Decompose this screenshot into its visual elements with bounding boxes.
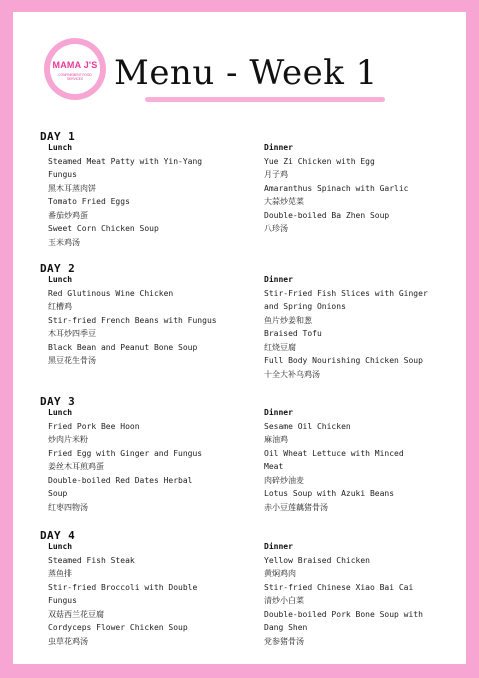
dish-line: 蒸鱼排 <box>48 569 72 578</box>
dish-line: Fried Pork Bee Hoon <box>48 421 140 431</box>
dish-line: Stir-fried Broccoli with Double <box>48 582 198 592</box>
dish-line: 黑豆花生骨汤 <box>48 356 96 365</box>
dish-line: Fungus <box>48 596 77 605</box>
lunch-heading: Lunch <box>48 275 73 284</box>
dish-line: Yue Zi Chicken with Egg <box>264 156 375 166</box>
dish-line: 姜丝木耳煎鸡蛋 <box>48 462 104 471</box>
lunch-heading: Lunch <box>48 143 73 152</box>
dinner-column <box>264 273 449 381</box>
dish-line: 红槽鸡 <box>48 302 72 311</box>
dish-line: 鱼片炒姜和葱 <box>264 315 312 325</box>
day-label: DAY 3 <box>40 395 76 408</box>
dinner-heading: Dinner <box>264 143 293 152</box>
lunch-column <box>48 141 236 249</box>
logo-badge <box>50 44 100 94</box>
dish-line: and Spring Onions <box>264 302 346 311</box>
dish-line: 番茄炒鸡蛋 <box>48 210 88 220</box>
menu-page <box>13 12 466 664</box>
dish-line: Yellow Braised Chicken <box>264 555 370 565</box>
dish-line: Red Glutinous Wine Chicken <box>48 288 174 298</box>
dish-line: Double-boiled Pork Bone Soup with <box>264 609 423 619</box>
dish-line: Tomato Fried Eggs <box>48 197 130 206</box>
dish-line: Fried Egg with Ginger and Fungus <box>48 448 203 458</box>
dish-line: Oil Wheat Lettuce with Minced <box>264 448 404 458</box>
lunch-heading: Lunch <box>48 542 73 551</box>
dish-line: 玉米鸡汤 <box>48 237 80 247</box>
dish-line: Steamed Meat Patty with Yin-Yang <box>48 156 203 166</box>
dish-line: 红枣四物汤 <box>48 502 88 512</box>
dish-line: Lotus Soup with Azuki Beans <box>264 489 395 498</box>
dish-line: 赤小豆莲藕猪骨汤 <box>264 502 328 512</box>
dish-line: Soup <box>48 489 68 498</box>
logo-name: MAMA J'S <box>52 60 98 70</box>
dish-line: Full Body Nourishing Chicken Soup <box>264 356 423 365</box>
dish-line: 木耳炒四季豆 <box>48 329 96 338</box>
dinner-column <box>264 141 449 236</box>
title-underline <box>145 97 385 102</box>
dish-line: Double-boiled Ba Zhen Soup <box>264 210 390 220</box>
dish-line: Braised Tofu <box>264 329 322 338</box>
dish-line: 八珍汤 <box>264 224 288 233</box>
dish-line: 麻油鸡 <box>264 435 288 444</box>
dinner-column <box>264 540 449 648</box>
dish-line: Dang Shen <box>264 623 308 632</box>
dish-line: Meat <box>264 462 284 471</box>
dish-line: 十全大补乌鸡汤 <box>264 369 320 379</box>
brand-logo <box>44 38 106 100</box>
dinner-heading: Dinner <box>264 275 293 284</box>
day-label: DAY 1 <box>40 130 76 143</box>
dish-line: 清炒小白菜 <box>264 596 304 605</box>
dish-line: 月子鸡 <box>264 170 288 179</box>
lunch-column <box>48 273 236 368</box>
dish-line: 黄焖鸡肉 <box>264 569 296 578</box>
day-label: DAY 4 <box>40 529 76 542</box>
dish-line: Black Bean and Peanut Bone Soup <box>48 342 198 352</box>
day-label: DAY 2 <box>40 262 76 275</box>
dish-line: 党参猪骨汤 <box>264 636 304 646</box>
dish-line: 肉碎炒油麦 <box>264 475 304 485</box>
dish-line: 黑木耳蒸肉饼 <box>48 183 96 193</box>
dish-line: 大蒜炒苋菜 <box>264 197 304 206</box>
dish-line: Stir-Fried Fish Slices with Ginger <box>264 288 428 298</box>
dish-line: 红烧豆腐 <box>264 342 296 352</box>
dish-line: 炒肉片米粉 <box>48 435 88 444</box>
dish-line: Double-boiled Red Dates Herbal <box>48 475 193 485</box>
dish-line: Steamed Fish Steak <box>48 555 135 565</box>
dish-line: Amaranthus Spinach with Garlic <box>264 183 409 193</box>
page-title: Menu - Week 1 <box>114 53 378 93</box>
logo-tagline: CONFINEMENT FOOD SERVICES <box>58 73 92 81</box>
lunch-column <box>48 406 236 514</box>
dish-line: Sweet Corn Chicken Soup <box>48 224 159 233</box>
dish-line: Sesame Oil Chicken <box>264 421 351 431</box>
dish-line: Cordyceps Flower Chicken Soup <box>48 623 188 632</box>
dinner-heading: Dinner <box>264 542 293 551</box>
dish-line: Fungus <box>48 170 77 179</box>
dish-line: 虫草花鸡汤 <box>48 636 88 646</box>
dish-line: 双菇西兰花豆腐 <box>48 609 104 619</box>
dinner-heading: Dinner <box>264 408 293 417</box>
lunch-column <box>48 540 236 648</box>
dish-line: Stir-fried Chinese Xiao Bai Cai <box>264 582 414 592</box>
lunch-heading: Lunch <box>48 408 73 417</box>
dinner-column <box>264 406 449 514</box>
dish-line: Stir-fried French Beans with Fungus <box>48 315 217 325</box>
